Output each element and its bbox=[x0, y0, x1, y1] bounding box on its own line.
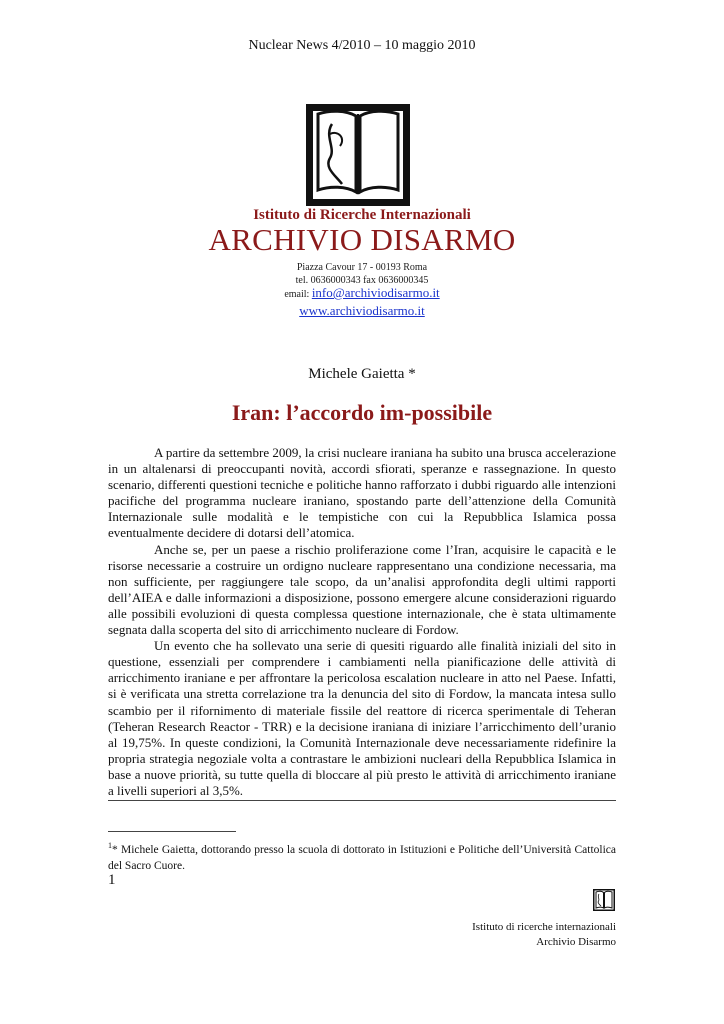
author-name: Michele Gaietta * bbox=[308, 366, 416, 382]
address: Piazza Cavour 17 - 00193 Roma bbox=[296, 262, 428, 273]
email-label: email: bbox=[284, 289, 310, 300]
phone-fax: tel. 0636000343 fax 0636000345 bbox=[295, 275, 429, 286]
website-line bbox=[0, 303, 724, 319]
article-title: Iran: l’accordo im-possibile bbox=[231, 400, 493, 425]
paragraph-1: A partire da settembre 2009, la crisi nucleare iraniana ha subito una brusca accelerazione in un altalenarsi di preoccupanti novità, accordi sfiorati, speranze e rassegnazione. In questo scenario, differenti questioni tecniche e politiche hanno rafforzato i dubbi riguardo alle intenzioni pacifiche del programma nucleare iraniano, spostando parte dell’attenzione della Comunità Internazionale sulle modalità e le tempistiche con cui la Repubblica Islamica possa eventualmente decidere di dotarsi dell’atomica. bbox=[108, 445, 617, 541]
footnote-text: * Michele Gaietta, dottorando presso la scuola di dottorato in Istituzioni e Politiche dell’Università Cattolica del Sacro Cuore. bbox=[108, 843, 616, 872]
footnote-marker: 1 bbox=[108, 841, 112, 850]
footer-archive: Archivio Disarmo bbox=[536, 936, 616, 948]
book-logo-small-icon bbox=[592, 888, 616, 912]
website-link[interactable]: www.archiviodisarmo.it bbox=[299, 303, 425, 318]
archive-brand-title: ARCHIVIO DISARMO bbox=[208, 222, 516, 257]
article-body bbox=[108, 445, 616, 799]
paragraph-3: Un evento che ha sollevato una serie di quesiti riguardo alle finalità iniziali del sito in questione, essenziali per comprendere i cambiamenti nella pianificazione delle attività di arricchimento iraniane e per affrontare la pericolosa escalation nucleare in atto nel Paese. Infatti, si è verificata una stretta correlazione tra la denuncia del sito di Fordow, la mancata intesa sullo scambio per il rifornimento di materiale fissile del reattore di ricerca sperimentale di Teheran (Teheran Research Reactor - TRR) e la decisione iraniana di iniziare l’arricchimento dell’uranio al 19,75%. In queste condizioni, la Comunità Internazionale deve necessariamente ridefinire la propria strategia negoziale volta a contrastare le ambizioni nucleari della Repubblica Islamica in base a nuove priorità, su tutte quella di bloccare al più presto le attività di arricchimento iraniane a livelli superiori al 3,5%. bbox=[108, 638, 616, 798]
footnote bbox=[108, 838, 616, 874]
page-header: Nuclear News 4/2010 – 10 maggio 2010 bbox=[248, 38, 476, 53]
footer bbox=[380, 920, 616, 950]
book-logo-icon bbox=[302, 100, 414, 210]
paragraph-2: Anche se, per un paese a rischio proliferazione come l’Iran, acquisire le capacità e le risorse necessarie a costruire un ordigno nucleare rappresentano una condizione necessaria, ma non sufficiente, per raggiungere tale scopo, da un’analisi approfondita degli ultimi rapporti dell’AIEA e dalle informazioni a disposizione, possono emergere alcune considerazioni riguardo alle possibili evoluzioni di questa complessa questione internazionale, che è stata ultimamente segnata dalla scoperta del sito di arricchimento nucleare di Fordow. bbox=[108, 541, 616, 638]
email-link[interactable]: info@archiviodisarmo.it bbox=[311, 285, 440, 300]
footer-institute: Istituto di ricerche internazionali bbox=[472, 921, 616, 933]
page-number: 1 bbox=[108, 872, 116, 888]
footnote-divider bbox=[108, 831, 236, 832]
institute-name: Istituto di Ricerche Internazionali bbox=[253, 207, 471, 223]
divider bbox=[108, 800, 616, 801]
email-line bbox=[0, 285, 724, 301]
